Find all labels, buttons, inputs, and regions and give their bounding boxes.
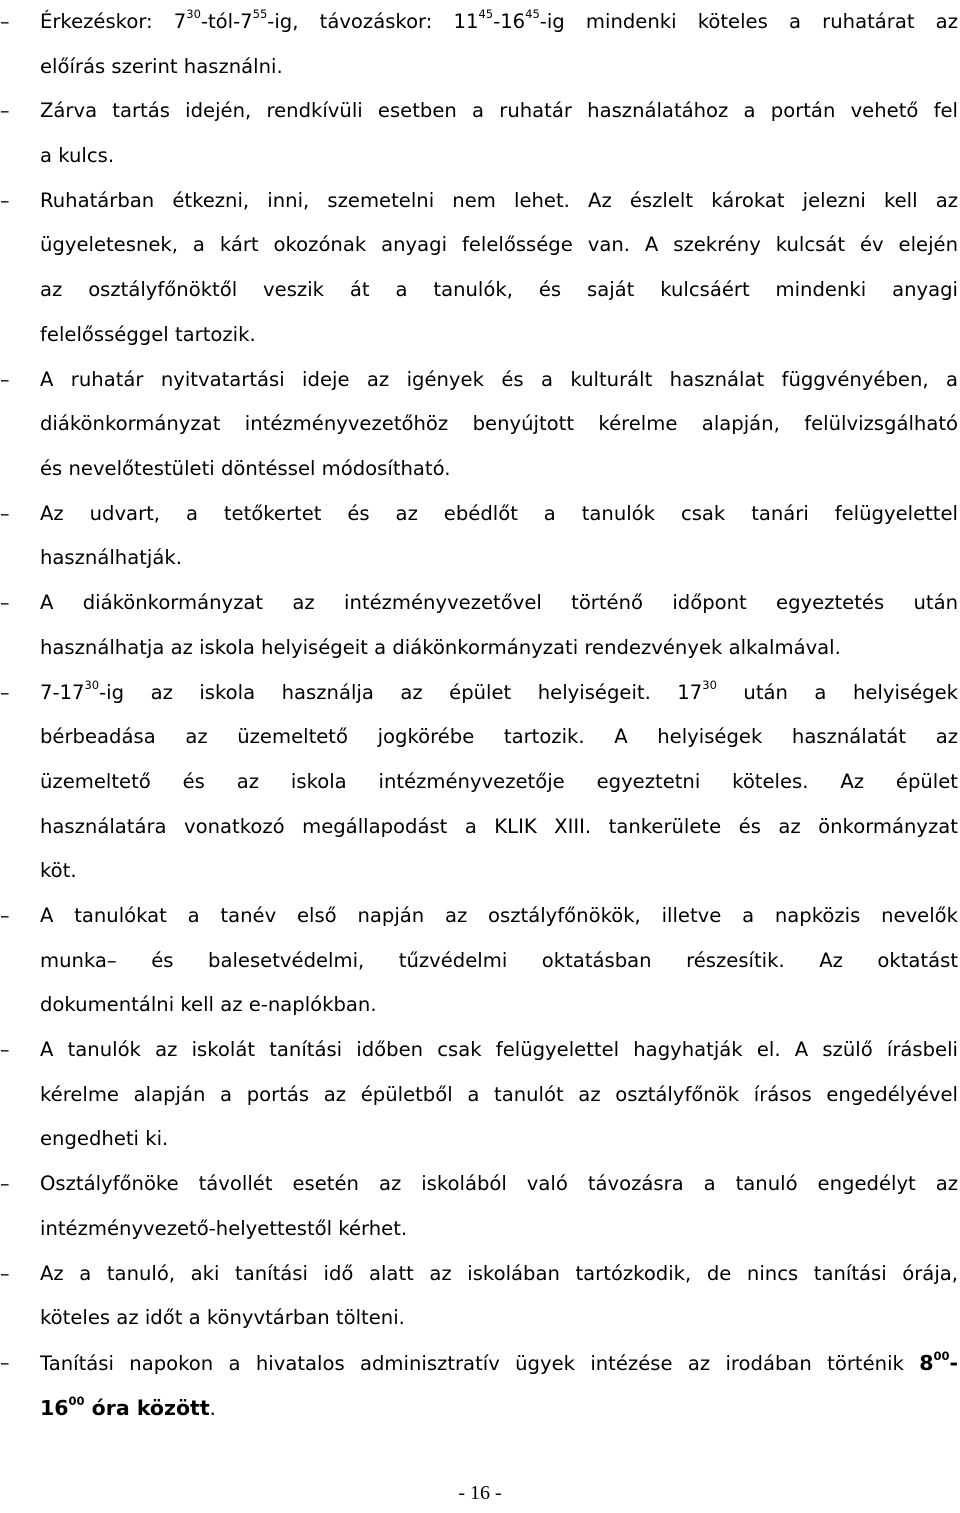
superscript-text: 55 [252, 7, 268, 21]
text-line [40, 358, 958, 403]
text-segment: -tól-7 [200, 10, 253, 33]
text-segment: kérelme alapján a portás az épületből a tanulót az osztályfőnök írásos engedélyével [40, 1082, 958, 1106]
text-segment: . [209, 1396, 216, 1420]
text-line [40, 849, 958, 894]
bold-text: - [949, 1351, 958, 1375]
text-line [40, 939, 958, 984]
text-segment: Ruhatárban étkezni, inni, szemetelni nem lehet. Az észlelt károkat jelezni kell az [40, 188, 958, 212]
text-segment: dokumentálni kell az e-naplókban. [40, 993, 377, 1017]
superscript-text: 30 [186, 7, 201, 21]
text-line [40, 1386, 958, 1431]
text-segment: köteles az időt a könyvtárban tölteni. [40, 1306, 405, 1330]
text-segment: A ruhatár nyitvatartási ideje az igények és a kulturált használat függvényében, a [40, 367, 958, 391]
text-segment: Az a tanuló, aki tanítási idő alatt az iskolában tartózkodik, de nincs tanítási órája, [40, 1261, 958, 1285]
text-line [40, 1073, 958, 1118]
text-line [40, 179, 958, 224]
text-segment: A tanulókat a tanév első napján az osztályfőnökök, illetve a napközis nevelők [40, 904, 958, 927]
text-segment: használhatja az iskola helyiségeit a diákönkormányzati rendezvények alkalmával. [40, 635, 841, 659]
bullet-dash: – [0, 592, 10, 615]
text-segment: Tanítási napokon a hivatalos adminisztratív ügyek intézése az irodában történik [40, 1352, 920, 1375]
text-segment: ügyeletesnek, a kárt okozónak anyagi felelőssége van. A szekrény kulcsát év elején [40, 233, 958, 257]
bold-text: 8 [919, 1351, 934, 1375]
bullet-dash: – [0, 368, 10, 391]
text-segment: üzemeltető és az iskola intézményvezetője egyeztetni köteles. Az épület [40, 769, 958, 793]
text-segment: és nevelőtestületi döntéssel módosítható. [40, 456, 451, 480]
text-segment: -ig mindenki köteles a ruhatárat az [539, 10, 958, 33]
bullet-dash: – [0, 905, 10, 927]
text-line [40, 671, 958, 716]
text-segment: Zárva tartás idején, rendkívüli esetben a ruhatár használatához a portán vehető fel [40, 99, 958, 123]
text-line [40, 983, 958, 1028]
text-segment: köt. [40, 859, 77, 883]
text-segment: intézményvezető-helyettestől kérhet. [40, 1216, 408, 1240]
text-line [40, 581, 958, 626]
text-segment: Osztályfőnöke távollét esetén az iskolából való távozásra a tanuló engedélyt az [40, 1172, 958, 1196]
text-line [40, 0, 958, 45]
text-line [40, 1296, 958, 1341]
text-line [40, 536, 958, 581]
text-segment: -16 [493, 10, 526, 33]
text-line [40, 402, 958, 447]
superscript-text: 45 [478, 7, 494, 21]
superscript-text: 30 [84, 677, 100, 692]
text-line [40, 492, 958, 537]
text-segment: előírás szerint használni. [40, 54, 283, 78]
text-segment: felelősséggel tartozik. [40, 322, 256, 346]
superscript-text: 30 [702, 677, 717, 692]
text-line [40, 1028, 958, 1073]
bold-text: óra között [84, 1395, 210, 1420]
text-segment: Az udvart, a tetőkertet és az ebédlőt a tanulók csak tanári felügyelettel [40, 501, 958, 525]
text-segment: -ig az iskola használja az épület helyiségeit. 17 [99, 680, 703, 704]
text-segment: diákönkormányzat intézményvezetőhöz benyújtott kérelme alapján, felülvizsgálható [40, 412, 958, 436]
page-number: - 16 - [458, 1482, 502, 1504]
text-line [40, 223, 958, 268]
text-segment: a kulcs. [40, 144, 115, 168]
bullet-dash: – [0, 502, 10, 525]
text-segment: után a helyiségek [716, 680, 958, 704]
superscript-text: 45 [525, 7, 540, 21]
bullet-dash: – [0, 1039, 10, 1062]
text-line [40, 45, 958, 90]
text-line [40, 805, 958, 850]
text-segment: az osztályfőnöktől veszik át a tanulók, és saját kulcsáért mindenki anyagi [40, 278, 958, 302]
text-line [40, 894, 958, 939]
text-line [40, 1341, 958, 1386]
text-segment: munka– és balesetvédelmi, tűzvédelmi oktatásban részesítik. Az oktatást [40, 948, 958, 972]
text-line [40, 268, 958, 313]
text-segment: 7-17 [40, 680, 85, 704]
bullet-dash: – [0, 11, 10, 33]
text-segment: bérbeadása az üzemeltető jogkörébe tartozik. A helyiségek használatát az [40, 725, 958, 749]
text-segment: A tanulók az iskolát tanítási időben csak felügyelettel hagyhatják el. A szülő írásbeli [40, 1038, 958, 1062]
text-line [40, 134, 958, 179]
text-segment: használhatják. [40, 546, 182, 570]
text-segment: Érkezéskor: 7 [40, 10, 187, 33]
text-segment: -ig, távozáskor: 11 [267, 10, 479, 33]
text-line [40, 1162, 958, 1207]
bold-text: 16 [40, 1395, 69, 1420]
text-line [40, 1207, 958, 1252]
bullet-dash: – [0, 100, 10, 123]
bullet-dash: – [0, 189, 10, 212]
bullet-dash: – [0, 1173, 10, 1196]
text-line [40, 1252, 958, 1297]
bullet-dash: – [0, 1262, 10, 1285]
text-line [40, 760, 958, 805]
text-segment: engedheti ki. [40, 1127, 169, 1151]
text-line [40, 89, 958, 134]
superscript-text: 00 [68, 1393, 85, 1408]
text-line [40, 313, 958, 358]
text-line [40, 715, 958, 760]
superscript-text: 00 [933, 1349, 950, 1363]
bullet-dash: – [0, 681, 10, 704]
text-segment: használatára vonatkozó megállapodást a KLIK XIII. tankerülete és az önkormányzat [40, 814, 958, 838]
text-line [40, 1117, 958, 1162]
text-line [40, 626, 958, 671]
text-segment: A diákönkormányzat az intézményvezetővel történő időpont egyeztetés után [40, 591, 958, 615]
bullet-dash: – [0, 1352, 10, 1374]
text-line [40, 447, 958, 492]
